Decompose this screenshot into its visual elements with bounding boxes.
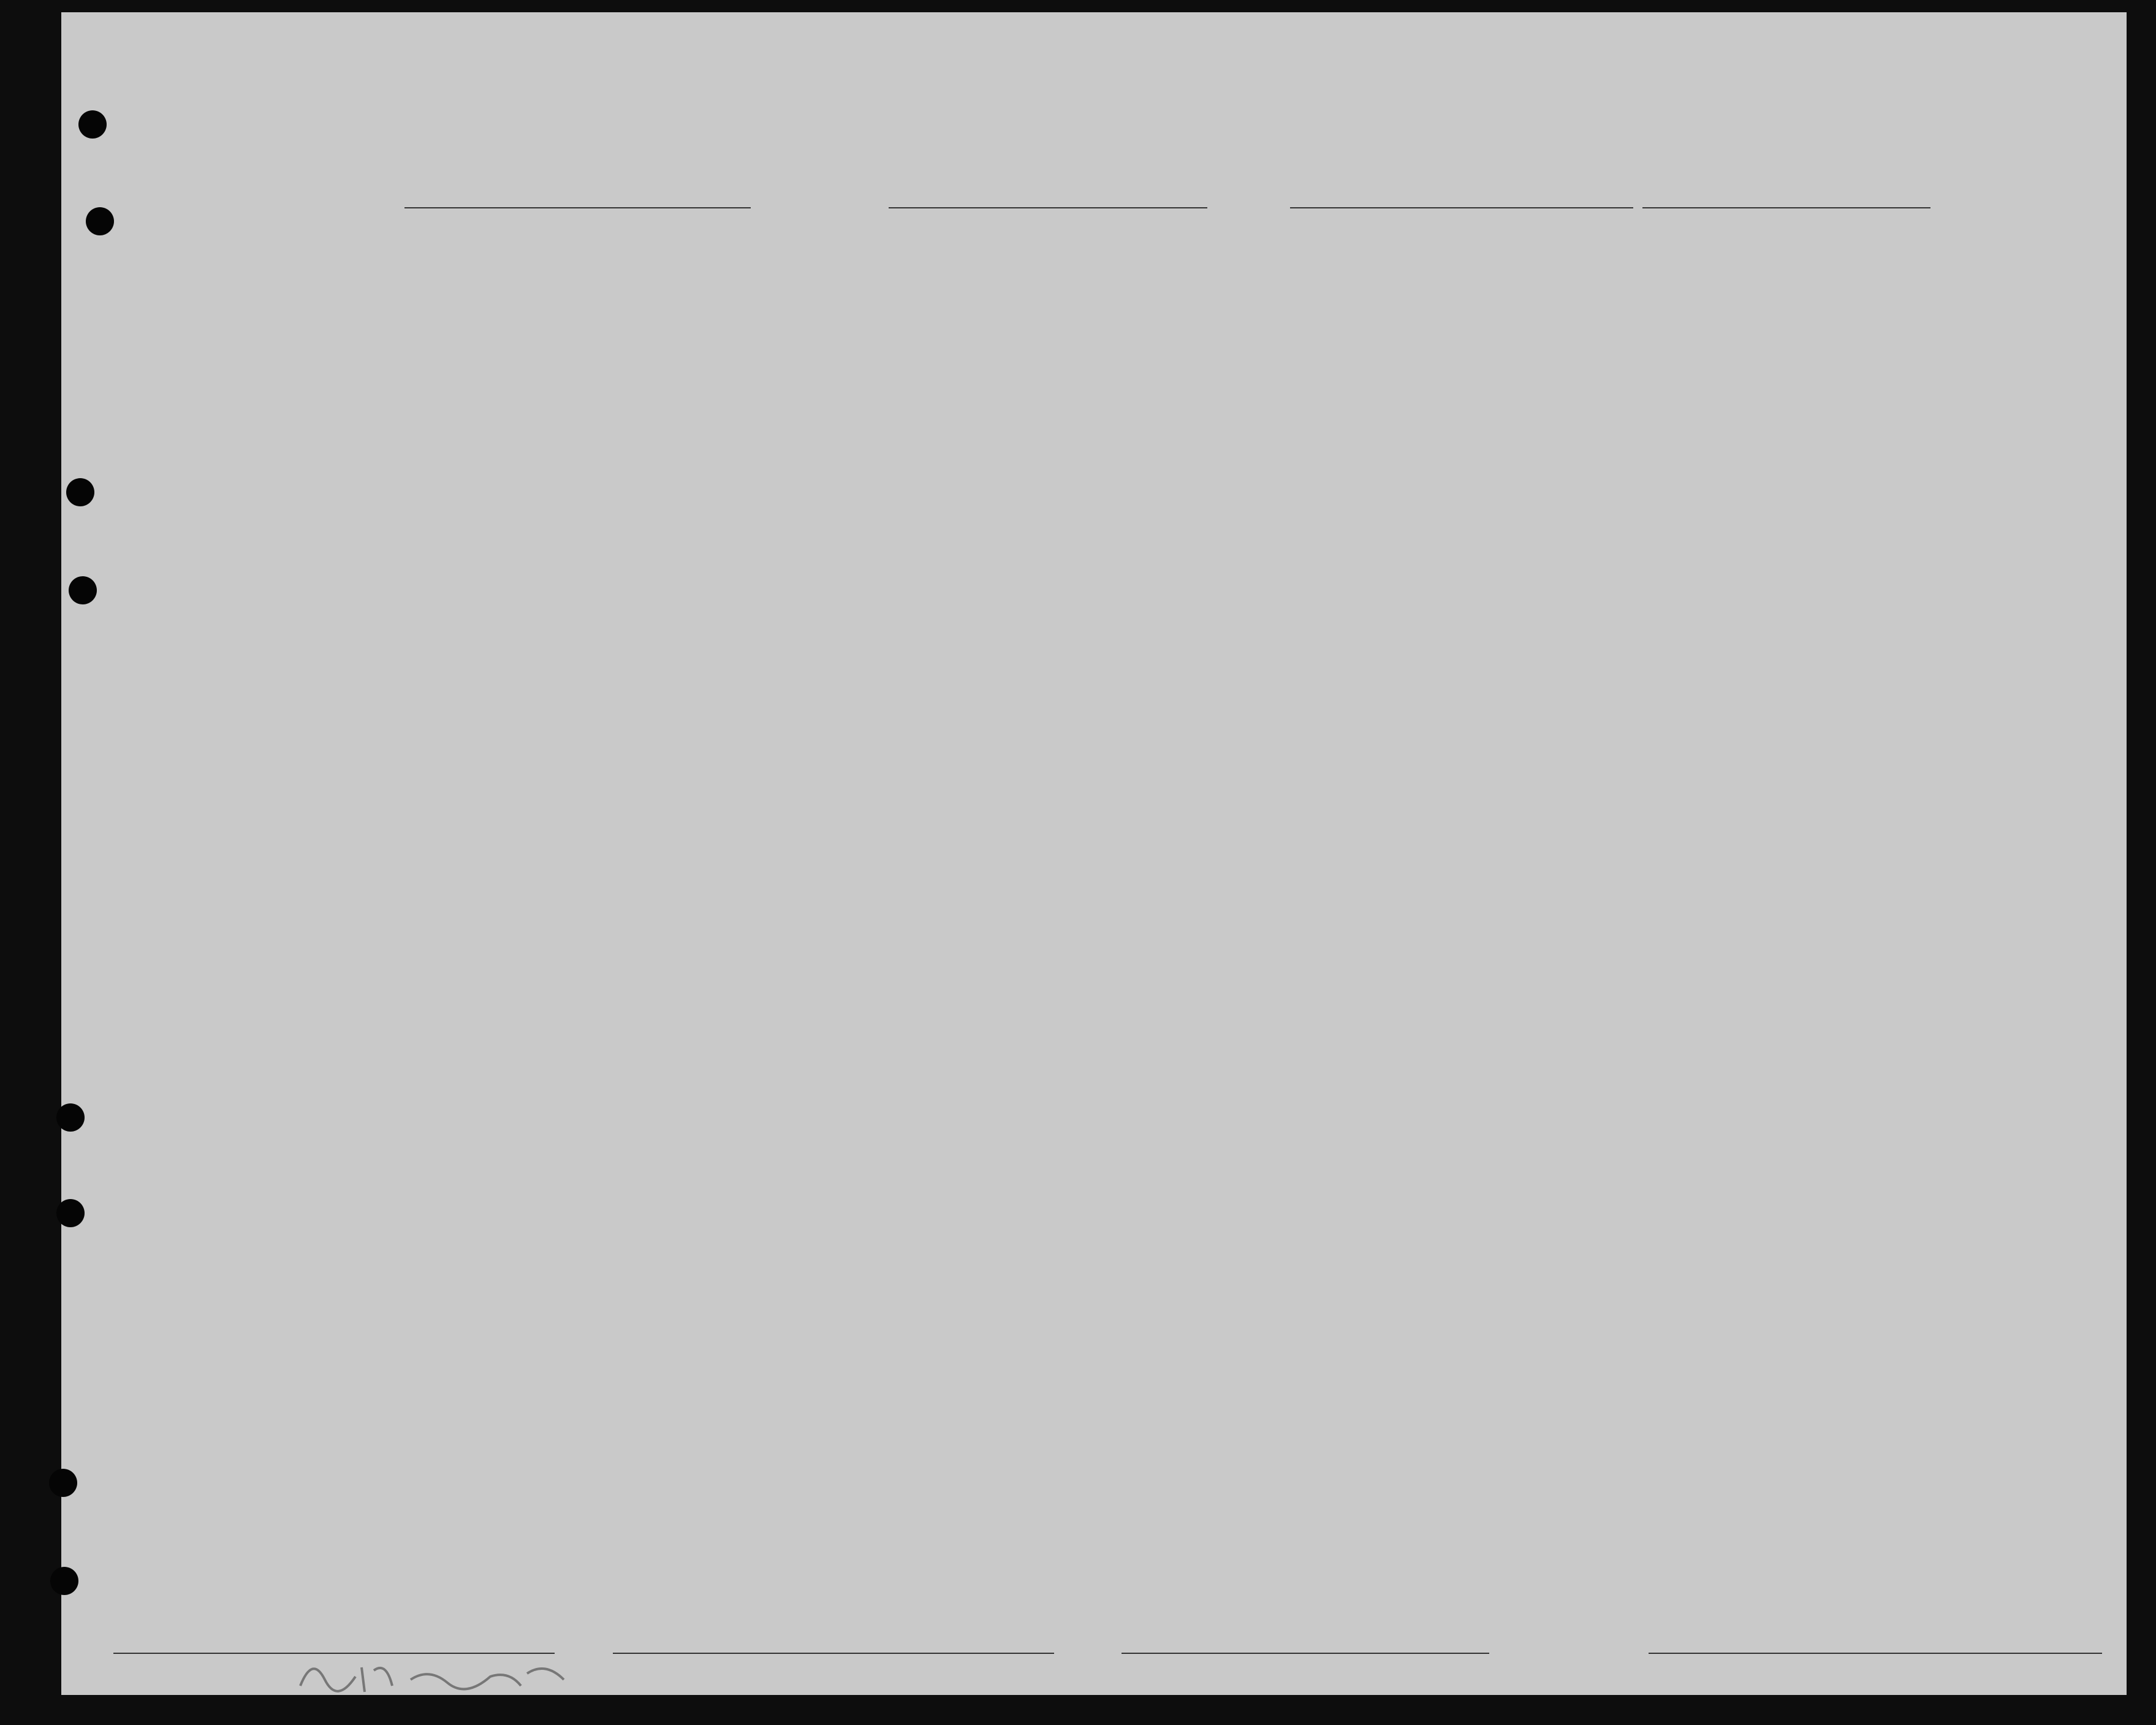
officer-signature [288,1643,607,1704]
crew-table [80,213,2108,1623]
punch-hole [56,1103,85,1132]
punch-hole [78,110,107,139]
punch-hole [66,478,94,506]
punch-hole [49,1469,77,1497]
punch-hole [69,576,97,604]
punch-hole [56,1199,85,1227]
manifest-sheet [61,12,2127,1695]
punch-hole [86,207,114,235]
punch-hole [50,1567,78,1595]
